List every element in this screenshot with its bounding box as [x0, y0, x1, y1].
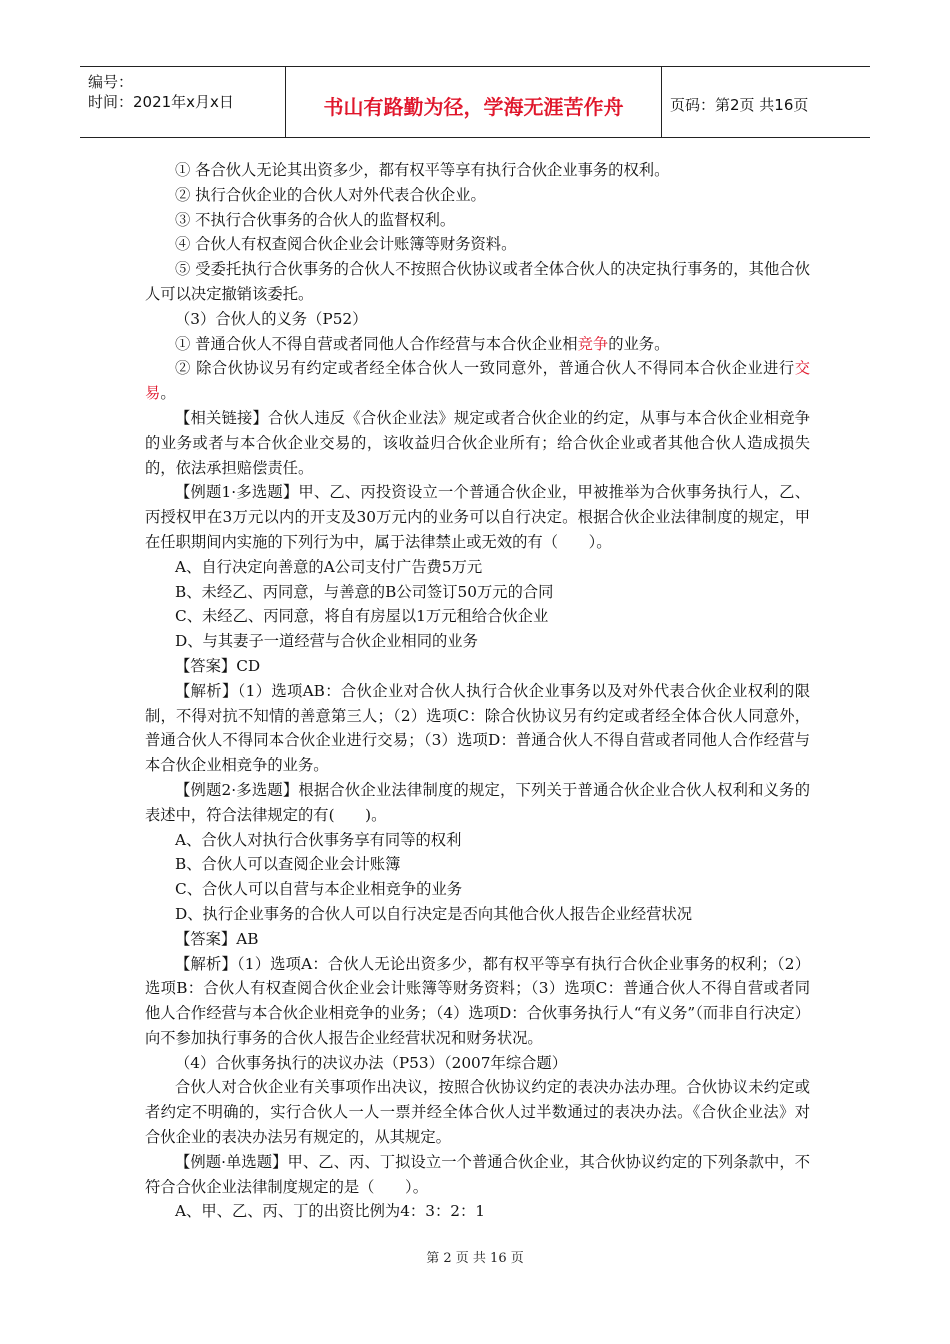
- paragraph: 合伙人对合伙企业有关事项作出决议，按照合伙协议约定的表决办法办理。合伙协议未约定或者约定不明确的，实行合伙人一人一票并经全体合伙人过半数通过的表决办法。《合伙企业法》对合伙企业的表决办法另有规定的，从其规定。: [145, 1078, 810, 1147]
- header-page-cell: [662, 67, 870, 137]
- paragraph: D、与其妻子一道经营与合伙企业相同的业务: [175, 632, 478, 651]
- paragraph: B、未经乙、丙同意，与善意的B公司签订50万元的合同: [175, 582, 554, 601]
- paragraph: D、执行企业事务的合伙人可以自行决定是否向其他合伙人报告企业经营状况: [175, 904, 693, 923]
- paragraph: 【例题1·多选题】甲、乙、丙投资设立一个普通合伙企业，甲被推举为合伙事务执行人，乙、丙授权甲在3万元以内的开支及30万元内的业务可以自行决定。根据合伙企业法律制度的规定，甲在任职期间内实施的下列行为中，属于法律禁止或无效的有（ ）。: [145, 483, 810, 551]
- paragraph-text: 。: [160, 384, 176, 403]
- paragraph: B、合伙人可以查阅企业会计账簿: [175, 855, 401, 874]
- document-date: 时间：2021年x月x日: [88, 93, 234, 111]
- header-motto-cell: [286, 67, 662, 137]
- header-meta-cell: [80, 67, 286, 137]
- paragraph: C、合伙人可以自营与本企业相竞争的业务: [175, 880, 463, 899]
- page-footer: 第 2 页 共 16 页: [426, 1251, 524, 1266]
- document-number-label: 编号：: [88, 73, 134, 91]
- paragraph: A、自行决定向善意的A公司支付广告费5万元: [175, 557, 483, 576]
- paragraph: 【解析】（1）选项A：合伙人无论出资多少，都有权平等享有执行合伙企业事务的权利；（2）选项B：合伙人有权查阅合伙企业会计账簿等财务资料；（3）选项C：普通合伙人不得自营或者同他人合作经营与本合伙企业相竞争的业务；（4）选项D：合伙事务执行人“有义务”（而非自行决定）向不参加执行事务的合伙人报告企业经营状况和财务状况。: [145, 954, 810, 1047]
- paragraph: ② 执行合伙企业的合伙人对外代表合伙企业。: [175, 185, 486, 204]
- paragraph: A、甲、乙、丙、丁的出资比例为4：3：2：1: [175, 1202, 486, 1221]
- paragraph: C、未经乙、丙同意，将自有房屋以1万元租给合伙企业: [175, 607, 549, 626]
- paragraph: 【答案】AB: [175, 929, 259, 948]
- paragraph: ⑤ 受委托执行合伙事务的合伙人不按照合伙协议或者全体合伙人的决定执行事务的，其他合伙人可以决定撤销该委托。: [145, 260, 810, 303]
- paragraph: [145, 356, 810, 406]
- paragraph: 【相关链接】合伙人违反《合伙企业法》规定或者合伙企业的约定，从事与本合伙企业相竞争的业务或者与本合伙企业交易的，该收益归合伙企业所有；给合伙企业或者其他合伙人造成损失的，依法承担赔偿责任。: [145, 408, 810, 477]
- paragraph-text: ② 除合伙协议另有约定或者经全体合伙人一致同意外，普通合伙人不得同本合伙企业进行: [175, 359, 795, 378]
- paragraph: A、合伙人对执行合伙事务享有同等的权利: [175, 830, 462, 849]
- highlighted-term: 竞争: [577, 334, 609, 353]
- highlighted-term: 交易: [145, 359, 810, 403]
- paragraph: （4）合伙事务执行的决议办法（P53）（2007年综合题）: [175, 1053, 568, 1072]
- paragraph: （3）合伙人的义务（P52）: [175, 309, 368, 328]
- paragraph-text: ① 普通合伙人不得自营或者同他人合作经营与本合伙企业相: [175, 334, 578, 353]
- paragraph: [145, 332, 810, 357]
- document-body: [145, 158, 810, 1224]
- paragraph: 【答案】CD: [175, 656, 261, 675]
- paragraph: ④ 合伙人有权查阅合伙企业会计账簿等财务资料。: [175, 235, 517, 254]
- paragraph: 【解析】（1）选项AB：合伙企业对合伙人执行合伙企业事务以及对外代表合伙企业权利的限制，不得对抗不知情的善意第三人；（2）选项C：除合伙协议另有约定或者经全体合伙人同意外，普通合伙人不得同本合伙企业进行交易；（3）选项D：普通合伙人不得自营或者同他人合作经营与本合伙企业相竞争的业务。: [145, 681, 810, 775]
- header-page-number: 页码：第2页 共16页: [670, 96, 809, 114]
- header-motto: 书山有路勤为径，学海无涯苦作舟: [323, 95, 624, 119]
- paragraph: 【例题·单选题】甲、乙、丙、丁拟设立一个普通合伙企业，其合伙协议约定的下列条款中，不符合合伙企业法律制度规定的是（ ）。: [145, 1152, 810, 1196]
- paragraph: 【例题2·多选题】根据合伙企业法律制度的规定，下列关于普通合伙企业合伙人权利和义务的表述中，符合法律规定的有( )。: [145, 780, 810, 824]
- page-header: [80, 66, 870, 138]
- paragraph-text: 的业务。: [608, 334, 670, 353]
- paragraph: ③ 不执行合伙事务的合伙人的监督权利。: [175, 210, 456, 229]
- paragraph: ① 各合伙人无论其出资多少，都有权平等享有执行合伙企业事务的权利。: [175, 161, 670, 179]
